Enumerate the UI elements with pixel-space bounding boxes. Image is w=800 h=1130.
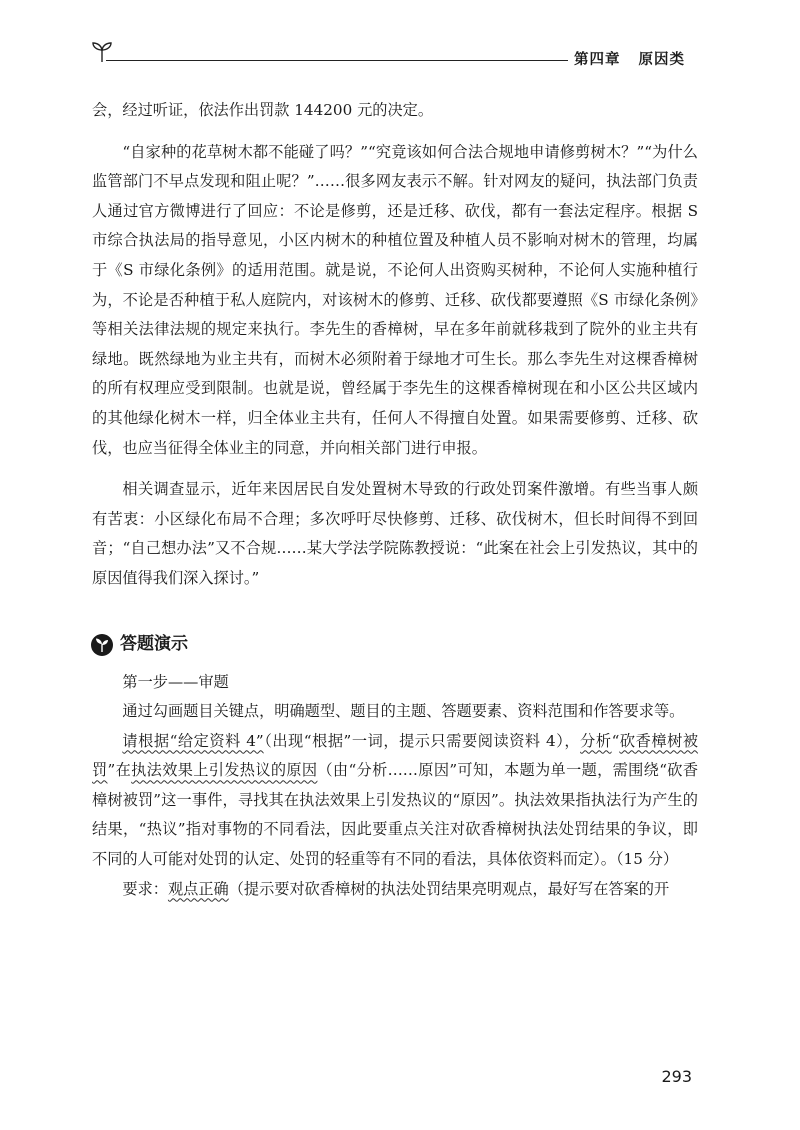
paragraph-response: “自家种的花草树木都不能碰了吗？”“究竟该如何合法合规地申请修剪树木？”“为什么监管部门不早点发现和阻止呢？”……很多网友表示不解。针对网友的疑问，执法部门负责人通过官方微博进行了回应：不论是修剪，还是迁移、砍伐，都有一套法定程序。根据 S 市综合执法局的指导意见，小区内树木的种植位置及种植人员不影响对树木的管理，均属于《S 市绿化条例》的适用范围。就是说，不论何人出资购买树种，不论何人实施种植行为，不论是否种植于私人庭院内，对该树木的修剪、迁移、砍伐都要遵照《S 市绿化条例》等相关法律法规的规定来执行。李先生的香樟树，早在多年前就移栽到了院外的业主共有绿地。既然绿地为业主共有，而树木必须附着于绿地才可生长。那么李先生对这棵香樟树的所有权理应受到限制。也就是说，曾经属于李先生的这棵香樟树现在和小区公共区域内的其他绿化树木一样，归全体业主共有，任何人不得擅自处置。如果需要修剪、迁移、砍伐，也应当征得全体业主的同意，并向相关部门进行申报。	[92, 142, 698, 457]
requirement-note: （提示要对砍香樟树的执法处罚结果亮明观点，最好写在答案的开	[228, 879, 670, 898]
step-requirement	[92, 875, 698, 905]
page-content	[92, 96, 698, 904]
page-number: 293	[661, 1067, 692, 1086]
paragraph-continuation: 会，经过听证，依法作出罚款 144200 元的决定。	[92, 101, 434, 119]
step-intro: 通过勾画题目关键点，明确题型、题目的主题、答题要素、资料范围和作答要求等。	[122, 702, 685, 721]
leaf-sprout-icon	[88, 38, 116, 66]
keyword-material: 请根据“给定资料 4”	[122, 731, 264, 750]
word-at: 在	[115, 761, 132, 780]
note-material: （出现“根据”一词，提示只需要阅读资料 4），	[263, 731, 581, 750]
step-title: 第一步——审题	[122, 672, 229, 691]
paragraph-survey: 相关调查显示，近年来因居民自发处置树木导致的行政处罚案件激增。有些当事人颇有苦衷：小区绿化布局不合理；多次呼吁尽快修剪、迁移、砍伐树木，但长时间得不到回音；“自己想办法”又不合规……某大学法学院陈教授说：“此案在社会上引发热议，其中的原因值得我们深入探讨。”	[92, 480, 698, 587]
keyword-event: 砍香樟树被罚	[92, 731, 699, 780]
quote-close: ”	[107, 761, 116, 780]
keyword-analyze: 分析	[580, 731, 612, 750]
category-label: 原因类	[638, 52, 685, 68]
header-chapter-title	[574, 48, 685, 69]
section-heading	[90, 630, 698, 660]
note-reason: （由“分析……原因”可知，本题为单一题，需围绕“砍香樟树被罚”这一事件，寻找其在执法效果上引发热议的“原因”。执法效果指执法行为产生的结果，“热议”指对事物的不同看法，因此要重点关注对砍香樟树执法处罚结果的争议，即不同的人可能对处罚的认定、处罚的轻重等有不同的看法，具体依资料而定）。（15 分）	[92, 761, 699, 869]
header-rule	[106, 60, 568, 61]
quote-open: “	[611, 731, 620, 750]
requirement-label: 要求：	[122, 879, 168, 898]
keyword-reason: 执法效果上引发热议的原因	[131, 761, 318, 780]
step-question	[92, 727, 698, 875]
section-title: 答题演示	[120, 633, 188, 654]
keyword-viewpoint: 观点正确	[167, 879, 229, 898]
leaf-badge-icon	[90, 633, 114, 657]
page-header	[88, 38, 700, 78]
chapter-label: 第四章	[574, 52, 621, 68]
